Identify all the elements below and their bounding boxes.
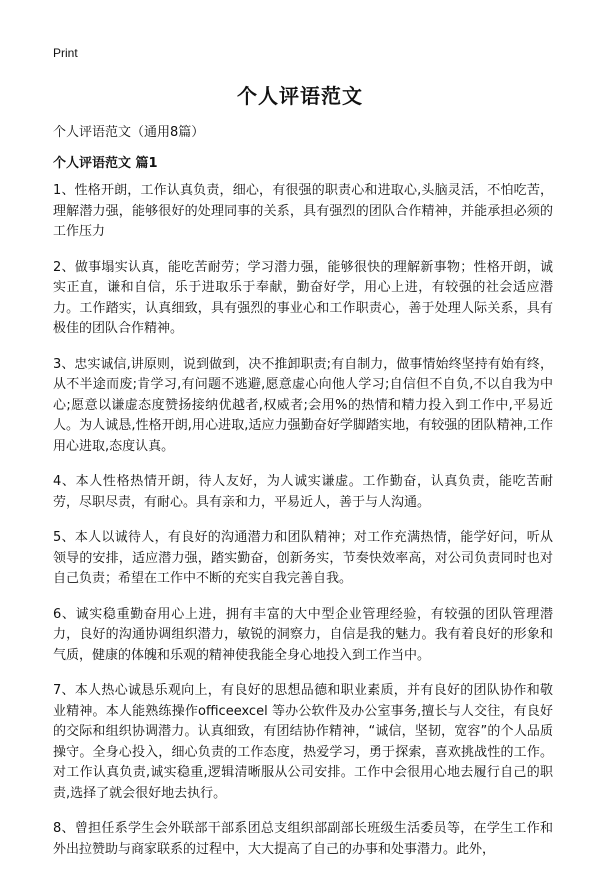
page-title: 个人评语范文 xyxy=(237,84,363,108)
paragraph-2: 2、做事塌实认真，能吃苦耐劳；学习潜力强，能够很快的理解新事物；性格开朗，诚实正直，谦和自信，乐于进取乐于奉献，勤奋好学，用心上进，有较强的社会适应潜力。工作踏实，认真细致，具有强烈的事业心和工作职责心，善于处理人际关系，具有极佳的团队合作精神。 xyxy=(53,259,553,336)
paragraph-3: 3、忠实诚信,讲原则，说到做到，决不推卸职责;有自制力，做事情始终坚持有始有终，从不半途而废;肯学习,有问题不逃避,愿意虚心向他人学习;自信但不自负,不以自我为中心;愿意以谦虚态度赞扬接纳优越者,权威者;会用%的热情和精力投入到工作中,平易近人。为人诚恳,性格开朗,用心进取,适应力强勤奋好学脚踏实地，有较强的团队精神,工作用心进取,态度认真。 xyxy=(53,356,553,454)
paragraph-list xyxy=(53,181,553,875)
paragraph-5: 5、本人以诚待人，有良好的沟通潜力和团队精神；对工作充满热情，能学好问，听从领导的安排，适应潜力强，踏实勤奋，创新务实，节奏快效率高，对公司负责同时也对自己负责；希望在工作中不断的充实自我完善自我。 xyxy=(53,530,553,586)
document-subtitle: 个人评语范文（通用8篇） xyxy=(53,125,205,140)
paragraph-7: 7、本人热心诚恳乐观向上，有良好的思想品德和职业素质，并有良好的团队协作和敬业精神。本人能熟练操作officeexcel 等办公软件及办公室事务,擅长与人交往，有良好的交际和组织协调潜力。认真细致，有团结协作精神，“诚信，坚韧，宽容”的个人品质操守。全身心投入，细心负责的工作态度，热爱学习，勇于探索，喜欢挑战性的工作。对工作认真负责,诚实稳重,逻辑清晰服从公司安排。工作中会很用心地去履行自己的职责,选择了就会很好地去执行。 xyxy=(53,683,553,801)
paragraph-8: 8、曾担任系学生会外联部干部系团总支组织部副部长班级生活委员等，在学生工作和外出拉赞助与商家联系的过程中，大大提高了自己的办事和处事潜力。此外， xyxy=(53,821,553,857)
print-link[interactable]: Print xyxy=(53,46,78,60)
section-heading: 个人评语范文 篇1 xyxy=(53,156,158,171)
paragraph-6: 6、诚实稳重勤奋用心上进，拥有丰富的大中型企业管理经验，有较强的团队管理潜力，良好的沟通协调组织潜力，敏锐的洞察力，自信是我的魅力。我有着良好的形象和气质，健康的体魄和乐观的精神使我能全身心地投入到工作当中。 xyxy=(53,606,553,663)
paragraph-4: 4、本人性格热情开朗，待人友好，为人诚实谦虚。工作勤奋，认真负责，能吃苦耐劳，尽职尽责，有耐心。具有亲和力，平易近人，善于与人沟通。 xyxy=(53,474,553,510)
paragraph-1: 1、性格开朗，工作认真负责，细心，有很强的职责心和进取心,头脑灵活，不怕吃苦，理解潜力强，能够很好的处理同事的关系，具有强烈的团队合作精神，并能承担必须的工作压力 xyxy=(53,183,553,239)
